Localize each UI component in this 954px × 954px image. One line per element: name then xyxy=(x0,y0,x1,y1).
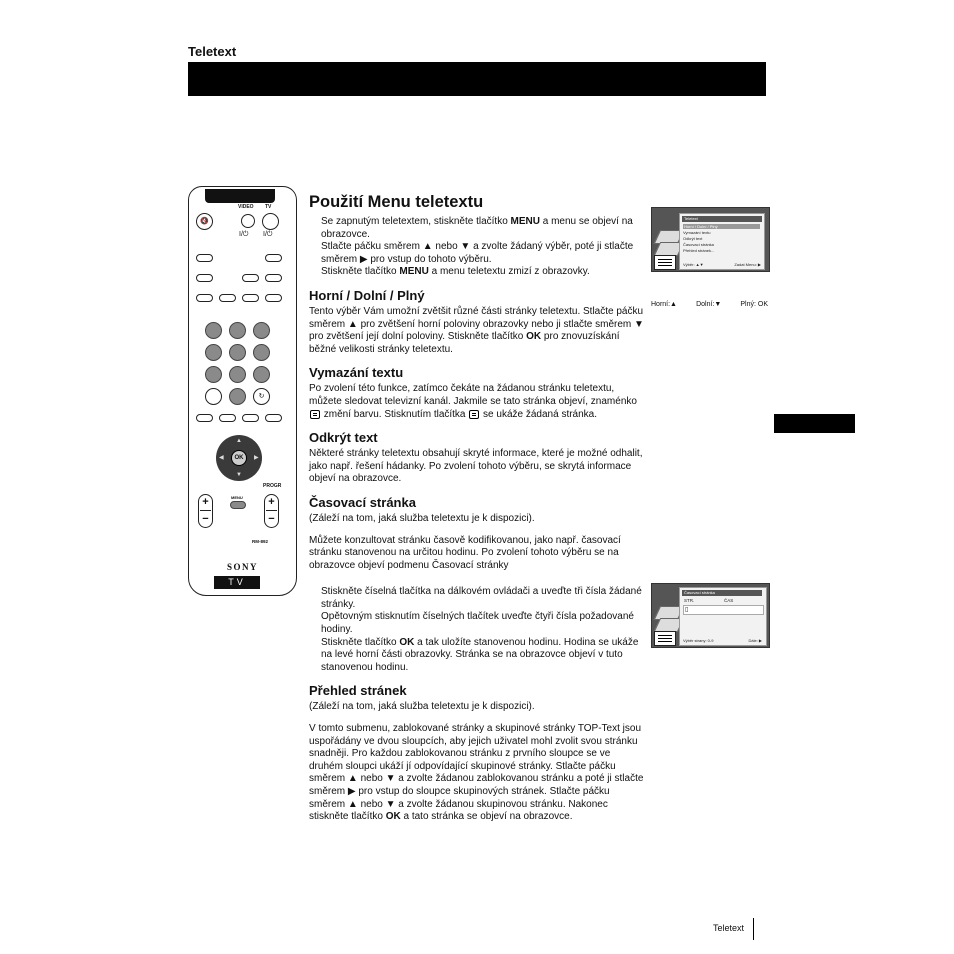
heading-vymazani: Vymazání textu xyxy=(309,365,404,381)
heading-casovaci: Časovací stránka xyxy=(309,494,416,510)
picture-button xyxy=(219,414,236,422)
menu-button xyxy=(230,501,246,509)
sound-button xyxy=(196,414,213,422)
steps-casovaci xyxy=(309,586,644,674)
timer-page-screen xyxy=(651,583,770,648)
teletext-button xyxy=(265,254,282,262)
menu-item: Vymazání textu xyxy=(683,230,711,235)
teletext-icon xyxy=(310,410,320,419)
paragraph-horni-dolni: Tento výběr Vám umožní zvětšit různé části stránky teletextu. Stlačte páčku směrem ▲ pro zvětšení horní poloviny obrazovky nebo ji stlačte směrem ▼ pro zvětšení její dolní poloviny. Stiskněte tlačítko OK pro znovuzískání běžné velikosti stránky teletextu. xyxy=(309,305,644,355)
menu-panel xyxy=(679,213,765,270)
digit-entry-button xyxy=(205,388,222,405)
section-label: Teletext xyxy=(188,44,237,59)
menu-item: Časovací stránka xyxy=(683,242,714,247)
menu-item: Odkrýt text xyxy=(683,236,703,241)
tv-badge: TV xyxy=(214,576,260,589)
footer-divider xyxy=(753,918,754,940)
intro-line-3: Stiskněte tlačítko MENU a menu teletextu zmizí z obrazovky. xyxy=(321,266,590,278)
chapter-tab xyxy=(774,414,855,433)
paragraph-odkryt: Některé stránky teletextu obsahují skryté informace, které je možné odhalit, jako např. řešení hádanky. Po zvolení tohoto výběru, se skrytá informace objeví na obrazovce. xyxy=(309,448,643,485)
paragraph-casovaci: Můžete konzultovat stránku časově kodifikovanou, jako např. časovací stránku stanovenou na určitou hodinu. Po zvolení tohoto výběru se na obrazovce objeví podmenu Časovací stránky xyxy=(309,534,621,571)
number-button-7 xyxy=(205,366,222,383)
remote-ir-window xyxy=(205,189,275,203)
menu-item: Přehled stránek... xyxy=(683,248,715,253)
sleep-button xyxy=(242,414,259,422)
menu-title: Teletext xyxy=(682,216,762,222)
step-3: Stiskněte tlačítko OK a tak uložíte stanovenou hodinu. Hodina se ukáže na levé horní části obrazovky. Stránka se na obrazovce objeví v tuto stanovenou hodinu. xyxy=(321,636,639,673)
number-button-3 xyxy=(253,322,270,339)
tv-mode-button xyxy=(196,254,213,262)
number-button-0 xyxy=(229,388,246,405)
intro-block xyxy=(309,216,644,279)
number-button-6 xyxy=(253,344,270,361)
heading-prehled: Přehled stránek xyxy=(309,683,407,699)
step-1: Stiskněte číselná tlačítka na dálkovém ovládači a uveďte tři čísla žádané stránky. xyxy=(321,586,642,610)
video-label: VIDEO xyxy=(238,204,254,210)
step-2: Opětovným stisknutím číselných tlačítek uveďte čtyři čísla požadované hodiny. xyxy=(321,611,634,636)
number-button-4 xyxy=(205,344,222,361)
color-button-blue xyxy=(265,294,282,302)
video-power-symbol: I/⏻ xyxy=(239,231,249,238)
progr-label: PROGR xyxy=(263,483,282,489)
recall-button xyxy=(253,388,270,405)
main-content xyxy=(309,192,644,824)
arrow-down-icon: ▼ xyxy=(236,472,242,478)
tv-label: TV xyxy=(265,204,272,210)
tv-power-button xyxy=(262,213,279,230)
teletext-icon xyxy=(654,631,676,646)
program-rocker: + − xyxy=(264,494,279,528)
arrow-up-icon: ▲ xyxy=(236,438,242,444)
timer-footer: Výběr strany: 0-9 Dále: ▶ xyxy=(683,638,762,643)
color-button-red xyxy=(196,294,213,302)
menu-caption: Horní:▲ Dolní:▼ Plný: OK xyxy=(651,301,768,308)
display-button xyxy=(242,274,259,282)
number-button-9 xyxy=(253,366,270,383)
intro-line-2: Stlačte páčku směrem ▲ nebo ▼ a zvolte žádaný výběr, poté ji stlačte směrem ▶ pro vstup do tohoto výběru. xyxy=(321,241,634,265)
number-button-5 xyxy=(229,344,246,361)
note-casovaci: (Záleží na tom, jaká služba teletextu je k dispozici). xyxy=(309,512,535,524)
menu-label: MENU xyxy=(231,495,243,500)
mute-button xyxy=(196,213,213,230)
input-button xyxy=(265,274,282,282)
heading-odkryt: Odkrýt text xyxy=(309,430,378,446)
menu-item: Horní / Dolní / Plný xyxy=(683,224,760,229)
remote-control xyxy=(188,186,297,596)
color-button-green xyxy=(219,294,236,302)
footer-label: Teletext xyxy=(713,923,745,933)
timer-col-page: STR. xyxy=(684,598,695,603)
number-button-1 xyxy=(205,322,222,339)
teletext-icon xyxy=(654,255,676,270)
brand-logo: SONY xyxy=(226,562,258,572)
ok-button: OK xyxy=(231,450,247,466)
arrow-right-icon: ▶ xyxy=(254,455,259,461)
arrow-left-icon: ◀ xyxy=(219,455,224,461)
menu-footer: Výběr: ▲▼ Zadat Menu: ▶ xyxy=(683,262,761,267)
teletext-icon xyxy=(469,410,479,419)
model-label: RM-892 xyxy=(252,539,269,544)
timer-title: Časovací stránka xyxy=(682,590,762,596)
header-bar xyxy=(188,62,766,96)
tv-power-symbol: I/⏻ xyxy=(263,231,273,238)
volume-rocker: + − xyxy=(198,494,213,528)
refresh-icon: ↻ xyxy=(258,393,265,400)
paragraph-vymazani: Po zvolení této funkce, zatímco čekáte na žádanou stránku teletextu, můžete sledovat televizní kanál. Jakmile se tato stránka objeví, znaménko změní barvu. Stisknutím tlačítka se ukáže žádaná stránka. xyxy=(309,383,637,420)
paragraph-prehled: V tomto submenu, zablokované stránky a skupinové stránky TOP-Text jsou uspořádány ve dvou sloupcích, aby jejich uživatel mohl zvolit svou stránku snadněji. Pro každou zablokovanou stránku z prvního sloupce se ve druhém sloupci ukáží jí odpovídající skupinové stránky. Stlačte páčku směrem ▲ nebo ▼ a zvolte žádanou zablokovanou stránku a poté ji stlačte směrem ▶ pro vstup do sloupce skupinových stránek. Stlačte páčku směrem ▲ nebo ▼ a zvolte žádanou skupinovou stránku. Nakonec stiskněte tlačítko OK a tato stránka se objeví na obrazovce. xyxy=(309,723,644,823)
surround-button xyxy=(265,414,282,422)
color-button-yellow xyxy=(242,294,259,302)
timer-panel xyxy=(679,587,767,646)
number-button-2 xyxy=(229,322,246,339)
teletext-menu-screen xyxy=(651,207,770,272)
timer-entry-field: ▯ xyxy=(683,605,764,615)
note-prehled: (Záleží na tom, jaká služba teletextu je k dispozici). xyxy=(309,701,535,713)
page-title: Použití Menu teletextu xyxy=(309,193,484,211)
speaker-mute-icon: 🔇 xyxy=(200,218,209,225)
timer-col-time: ČAS xyxy=(724,598,734,603)
info-button xyxy=(196,274,213,282)
intro-line-1: Se zapnutým teletextem, stiskněte tlačítko MENU a menu se objeví na obrazovce. xyxy=(321,216,633,240)
joystick-pad xyxy=(216,435,262,481)
heading-horni-dolni: Horní / Dolní / Plný xyxy=(309,287,425,303)
video-power-button xyxy=(241,214,255,228)
number-button-8 xyxy=(229,366,246,383)
